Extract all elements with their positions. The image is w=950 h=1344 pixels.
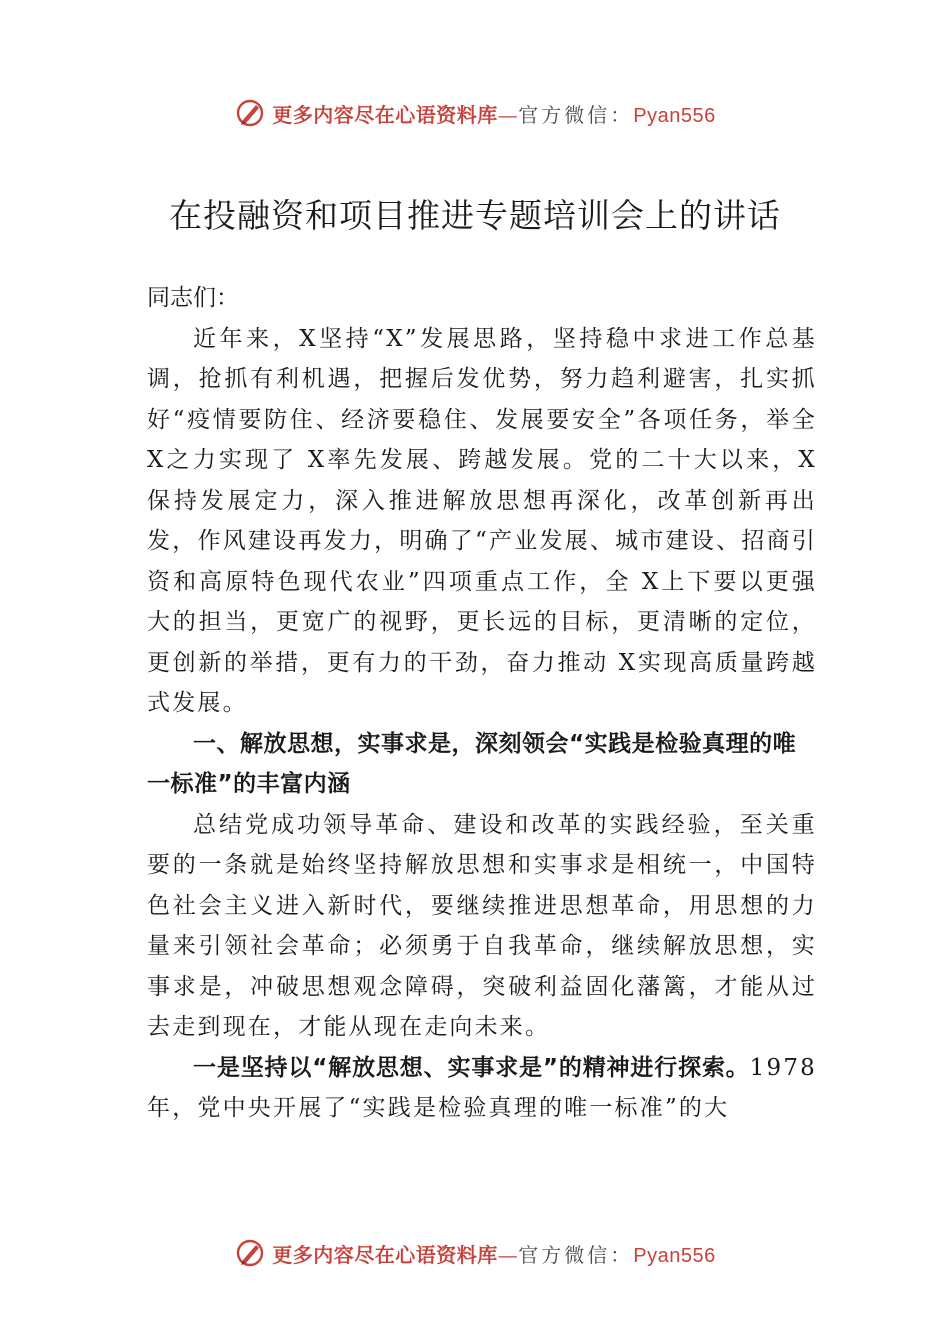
intro-paragraph: 近年来，X坚持“X”发展思路，坚持稳中求进工作总基调，抢抓有利机遇，把握后发优势，努力趋利避害，扎实抓好“疫情要防住、经济要稳住、发展要安全”各项任务，举全 X之力实现了 X率先发展、跨越发展。党的二十大以来，X保持发展定力，深入推进解放思想再深化，改革创新再出发，作风建设再发力，明确了“产业发展、城市建设、招商引资和高原特色现代农业”四项重点工作，全 X上下要以更强大的担当，更宽广的视野，更长远的目标，更清晰的定位，更创新的举措，更有力的干劲，奋力推动 X实现高质量跨越式发展。 <box>147 325 817 716</box>
salutation: 同志们： <box>147 285 239 311</box>
watermark-text <box>272 99 715 128</box>
watermark-brand: 更多内容尽在心语资料库 <box>272 1242 498 1267</box>
point-1-lead: 一是坚持以“解放思想、实事求是”的精神进行探索。 <box>193 1054 750 1081</box>
point-1-paragraph <box>147 1048 817 1129</box>
section-1-paragraph: 总结党成功领导革命、建设和改革的实践经验，至关重要的一条就是始终坚持解放思想和实事求是相统一，中国特色社会主义进入新时代，要继续推进思想革命，用思想的力量来引领社会革命；必须勇于自我革命，继续解放思想，实事求是，冲破思想观念障碍，突破利益固化藩篱，才能从过去走到现在，才能从现在走向未来。 <box>147 811 817 1040</box>
watermark-label: 官方微信： <box>518 1242 634 1267</box>
watermark-wechat-id: Pyan556 <box>633 1244 716 1267</box>
pen-logo-icon <box>234 1237 266 1269</box>
watermark-wechat-id: Pyan556 <box>633 104 716 127</box>
watermark-label: 官方微信： <box>518 102 634 127</box>
header-watermark <box>0 93 950 133</box>
watermark-dash: — <box>497 1242 519 1267</box>
document-title: 在投融资和项目推进专题培训会上的讲话 <box>169 196 781 235</box>
point-1-text: 1978年，党中央开展了“实践是检验真理的唯一标准”的大 <box>147 1054 817 1121</box>
document-body <box>147 278 817 1129</box>
pen-logo-icon <box>234 97 266 129</box>
watermark-brand: 更多内容尽在心语资料库 <box>272 102 498 127</box>
section-heading-1: 一、解放思想，实事求是，深刻领会“实践是检验真理的唯一标准”的丰富内涵 <box>147 730 797 797</box>
watermark-text <box>272 1239 715 1268</box>
footer-watermark <box>0 1233 950 1273</box>
watermark-dash: — <box>497 102 519 127</box>
